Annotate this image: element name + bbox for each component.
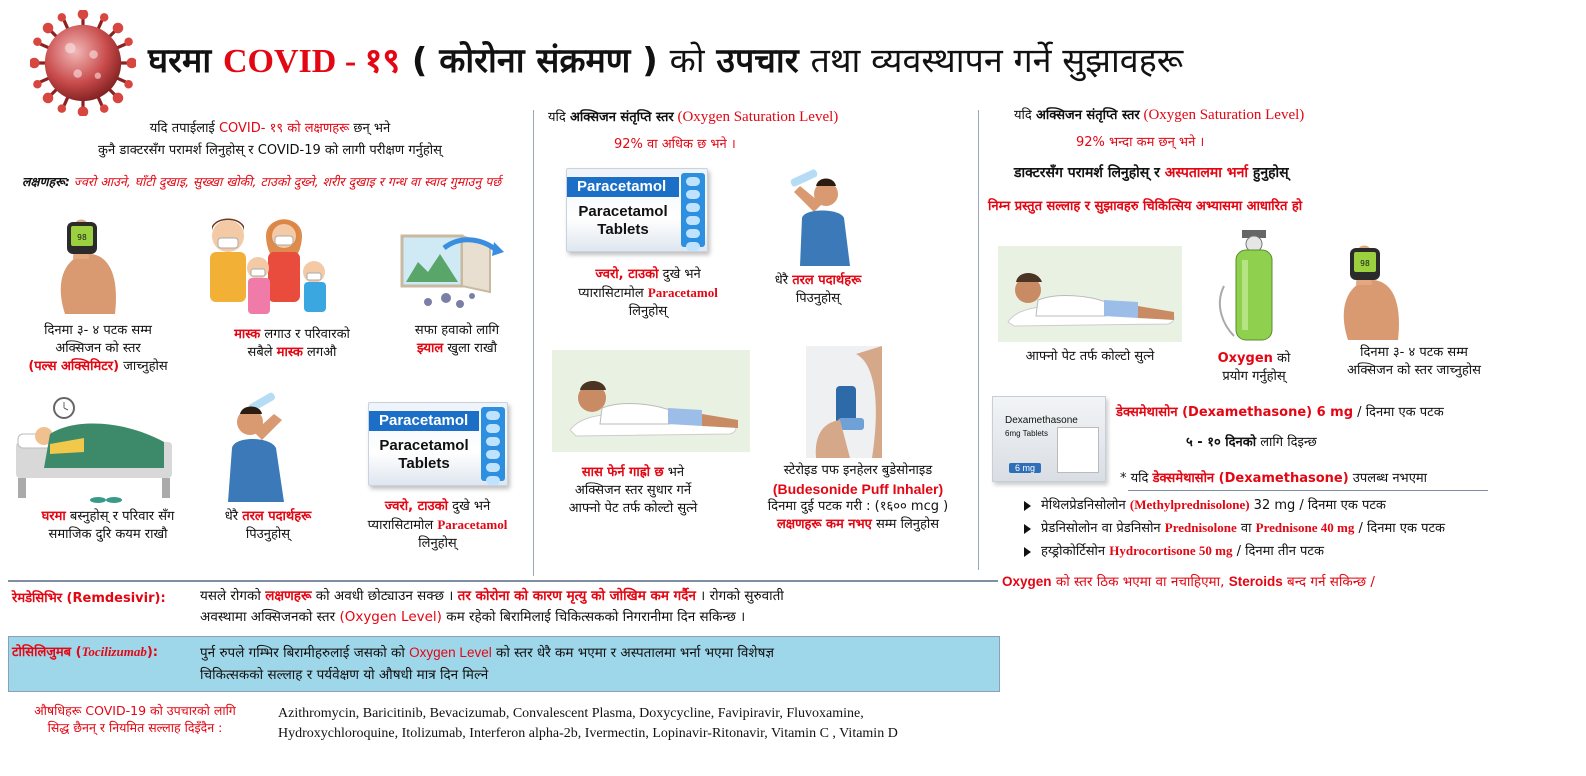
steroid-stop-note bbox=[1002, 572, 1582, 590]
breath-line1b: भने bbox=[663, 465, 685, 480]
pulse-oximeter-illustration-right bbox=[1328, 240, 1408, 340]
oxygen-caption bbox=[1194, 350, 1314, 386]
para-mid-line3: लिनुहोस् bbox=[628, 304, 668, 319]
dexa-box-dose: 6 mg bbox=[1009, 463, 1041, 473]
svg-text:98: 98 bbox=[77, 233, 87, 242]
title-part2: ( कोरोना संक्रमण ) bbox=[400, 41, 670, 81]
remdesivir-d: तर कोरोना को कारण मृत्यु को जोखिम कम गर्दैन bbox=[457, 588, 696, 604]
toci-c: को स्तर धेरै कम भएमा र अस्पतालमा भर्ना भएमा विशेषज्ञ bbox=[491, 645, 775, 661]
breath-caption bbox=[548, 464, 718, 518]
tocilizumab-label bbox=[12, 642, 202, 660]
toci-b: Oxygen Level bbox=[409, 645, 492, 660]
para-left-line1a: ज्वरो, टाउको bbox=[384, 499, 449, 514]
steroid-note-b: को स्तर ठिक भएमा वा नचाहिएमा, bbox=[1051, 574, 1229, 590]
fluid-mid-line1b: तरल पदार्थहरू bbox=[792, 273, 862, 288]
bottom-top-rule bbox=[8, 580, 998, 582]
middle-heading bbox=[548, 108, 978, 127]
prone-position-illustration-right bbox=[998, 246, 1182, 342]
steroid-2c: वा bbox=[1236, 521, 1256, 536]
left-intro-1b: COVID- १९ को लक्षणहरू bbox=[218, 121, 350, 136]
mask-line2b: मास्क bbox=[276, 345, 303, 360]
arrow-bullet-icon bbox=[1024, 501, 1031, 511]
alt-b: उपलब्ध नभएमा bbox=[1348, 471, 1428, 486]
mask-line1a: मास्क bbox=[234, 327, 261, 342]
fluid-left-line2: पिउनुहोस् bbox=[245, 527, 291, 542]
inhaler-line4b: सम्म लिनुहोस bbox=[871, 517, 940, 532]
steroid-note-a: Oxygen bbox=[1002, 574, 1052, 589]
drinking-water-illustration bbox=[214, 392, 306, 502]
para-left-line1b: दुखे भने bbox=[448, 499, 491, 514]
paracetamol-caption-middle bbox=[548, 266, 748, 321]
coronavirus-icon bbox=[30, 10, 136, 116]
toci-label-b: Tocilizumab bbox=[81, 644, 147, 659]
steroid-item-1 bbox=[1024, 496, 1584, 519]
mask-line2a: सबैले bbox=[247, 345, 277, 360]
right-heading bbox=[1014, 106, 1574, 125]
remdesivir-b: लक्षणहरू bbox=[265, 588, 312, 604]
remdesivir-2c: कम रहेको बिरामिलाई चिकित्सकको निगरानीमा दिन सकिन्छ । bbox=[441, 609, 746, 625]
tocilizumab-text bbox=[200, 642, 1000, 686]
steroid-item-2 bbox=[1024, 519, 1584, 542]
fluid-caption-left bbox=[208, 508, 328, 544]
drugs-list bbox=[278, 704, 1018, 744]
paracetamol-caption-left bbox=[345, 498, 530, 553]
remdesivir-text bbox=[200, 586, 1000, 628]
air-line1: सफा हवाको लागि bbox=[414, 323, 500, 338]
drugs-label2: सिद्ध छैनन् र नियमित सल्लाह दिइँदैन : bbox=[47, 720, 223, 735]
doctor-c: हुनुहोस् bbox=[1248, 165, 1289, 181]
steroid-3b: Hydrocortisone 50 mg bbox=[1109, 543, 1233, 558]
home-line1b: बस्नुहोस् र परिवार सँग bbox=[65, 509, 175, 524]
dexa-line2b: लागि दिइन्छ bbox=[1256, 435, 1317, 450]
column-divider-1 bbox=[533, 110, 534, 576]
steroid-2e: / दिनमा एक पटक bbox=[1354, 521, 1446, 536]
para-left-line2b: Paracetamol bbox=[437, 517, 508, 532]
breath-line1a: सास फेर्न गाह्रो छ bbox=[581, 465, 664, 480]
steroid-note-c: Steroids bbox=[1228, 574, 1283, 589]
column-divider-2 bbox=[978, 110, 979, 570]
oximeter-line2: अक्सिजन को स्तर bbox=[55, 341, 141, 356]
para-mid-line2b: Paracetamol bbox=[647, 285, 718, 300]
home-line2: समाजिक दुरि कयम राखौ bbox=[48, 527, 168, 542]
left-intro-1a: यदि तपाईलाई bbox=[149, 121, 219, 136]
home-caption bbox=[8, 508, 208, 544]
steroid-1c: 32 mg / दिनमा एक पटक bbox=[1249, 498, 1386, 513]
steroid-3c: / दिनमा तीन पटक bbox=[1232, 544, 1324, 559]
page-title bbox=[148, 36, 1183, 82]
oxi-right-line2: अक्सिजन को स्तर जाच्नुहोस bbox=[1347, 363, 1481, 378]
right-head-c: (Oxygen Saturation Level) bbox=[1139, 107, 1305, 123]
mid-head-c: (Oxygen Saturation Level) bbox=[673, 109, 839, 125]
steroid-3a: हय्ड्रोकोर्टिसोन bbox=[1041, 544, 1110, 559]
inhaler-illustration bbox=[806, 346, 882, 458]
mask-line1b: लगाउ र परिवारको bbox=[260, 327, 350, 342]
title-part3: को bbox=[669, 41, 705, 81]
toci-label-c: ): bbox=[146, 645, 158, 660]
mid-head-a: यदि bbox=[548, 110, 570, 125]
title-part4: उपचार bbox=[704, 41, 811, 81]
prone-position-illustration bbox=[552, 350, 750, 452]
oximeter-caption-right bbox=[1314, 344, 1514, 380]
steroid-item-3 bbox=[1024, 542, 1584, 565]
breath-line3: आफ्नो पेट तर्फ कोल्टो सुत्ने bbox=[568, 501, 698, 516]
inhaler-line4a: लक्षणहरू कम नभए bbox=[776, 517, 872, 532]
remdesivir-a: यसले रोगको bbox=[200, 588, 266, 604]
blister-pack-icon bbox=[1057, 427, 1099, 473]
home-line1a: घरमा bbox=[41, 509, 66, 524]
bed-rest-illustration bbox=[14, 396, 174, 506]
dexa-line2 bbox=[1186, 434, 1566, 452]
paracetamol-name-mid-line1: Paracetamol bbox=[578, 203, 668, 220]
steroid-note-d: बन्द गर्न सकिन्छ / bbox=[1282, 574, 1375, 590]
oxi-right-line1: दिनमा ३- ४ पटक सम्म bbox=[1360, 345, 1468, 360]
oxygen-cylinder-illustration bbox=[1214, 226, 1294, 346]
paracetamol-name-mid bbox=[567, 203, 679, 239]
fluid-left-line1b: तरल पदार्थहरू bbox=[242, 509, 312, 524]
blister-pack-icon bbox=[481, 407, 505, 481]
para-mid-line2a: प्यारासिटामोल bbox=[578, 286, 648, 301]
mid-head-b: अक्सिजन संतृप्ति स्तर bbox=[569, 110, 674, 125]
right-advice: निम्न प्रस्तुत सल्लाह र सुझावहरु चिकित्सिय अभ्यासमा आधारित हो bbox=[988, 199, 1303, 214]
prone-caption-right: आफ्नो पेट तर्फ कोल्टो सुत्ने bbox=[1025, 349, 1155, 364]
oximeter-line1: दिनमा ३- ४ पटक सम्म bbox=[44, 323, 152, 338]
dexa-line1a: डेक्समेथासोन (Dexamethasone) 6 mg bbox=[1116, 405, 1354, 420]
inhaler-line3: दिनमा दुई पटक गरी : (१६०० mcg ) bbox=[767, 499, 949, 514]
arrow-bullet-icon bbox=[1024, 524, 1031, 534]
paracetamol-name-line1: Paracetamol bbox=[379, 437, 469, 454]
left-intro-1c: छन् भने bbox=[349, 121, 391, 136]
right-head-b: अक्सिजन संतृप्ति स्तर bbox=[1035, 108, 1140, 123]
dexa-box-sub: 6mg Tablets bbox=[1005, 429, 1048, 438]
inhaler-line2: (Budesonide Puff Inhaler) bbox=[772, 481, 944, 497]
mask-line2c: लगऔ bbox=[302, 345, 337, 360]
breath-line2: अक्सिजन स्तर सुधार गर्ने bbox=[574, 483, 692, 498]
oxygen-line1b: को bbox=[1272, 351, 1291, 366]
drugs-line2: Hydroxychloroquine, Itolizumab, Interferon alpha-2b, Ivermectin, Lopinavir-Ritonavir, Vitamin C , Vitamin D bbox=[278, 726, 898, 741]
fluid-left-line1a: धेरै bbox=[224, 509, 243, 524]
dexa-line2a: ५ - १० दिनको bbox=[1186, 435, 1257, 450]
toci-line2: चिकित्सकको सल्लाह र पर्यवेक्षण यो औषधी मात्र दिन मिल्ने bbox=[200, 667, 489, 683]
steroid-2d: Prednisone 40 mg bbox=[1255, 520, 1355, 535]
paracetamol-box-middle bbox=[566, 168, 708, 252]
fluid-mid-line2: पिउनुहोस् bbox=[795, 291, 841, 306]
left-intro-line2: कुनै डाक्टरसँग परामर्श लिनुहोस् र COVID-19 को लागी परीक्षण गर्नुहोस् bbox=[98, 143, 442, 158]
toci-a: पुर्न रुपले गम्भिर बिरामीहरुलाई जसको को bbox=[200, 645, 410, 661]
remdesivir-label: रेमडेसिभिर (Remdesivir): bbox=[12, 591, 166, 606]
title-part5: तथा व्यवस्थापन गर्ने सुझावहरू bbox=[810, 41, 1184, 81]
right-doctor-line bbox=[1014, 163, 1574, 182]
alt-a: डेक्समेथासोन (Dexamethasone) bbox=[1152, 471, 1349, 486]
family-mask-illustration bbox=[188, 212, 338, 320]
dexa-alternative bbox=[1120, 470, 1560, 488]
air-line2a: झ्याल bbox=[417, 341, 444, 356]
dexa-line1b: / दिनमा एक पटक bbox=[1353, 405, 1444, 420]
para-left-line3: लिनुहोस् bbox=[418, 536, 457, 551]
toci-label-a: टोसिलिजुमब ( bbox=[12, 645, 82, 660]
inhaler-line1: स्टेरोइड पफ इनहेलर बुडेसोनाइड bbox=[783, 463, 933, 478]
drinking-water-illustration-middle bbox=[770, 166, 862, 266]
dexa-underline bbox=[1128, 490, 1488, 491]
steroid-1b: (Methylprednisolone) bbox=[1129, 497, 1250, 512]
title-covid: COVID - १९ bbox=[222, 43, 401, 80]
oxygen-line1a: Oxygen bbox=[1217, 351, 1273, 366]
middle-subheading: 92% वा अधिक छ भने । bbox=[614, 137, 736, 152]
mask-caption bbox=[192, 326, 392, 362]
dexa-line1 bbox=[1116, 404, 1576, 422]
para-mid-line1a: ज्वरो, टाउको bbox=[595, 267, 659, 282]
symptoms-label: लक्षणहरू: bbox=[22, 174, 70, 189]
air-line2b: खुला राखौ bbox=[443, 341, 497, 356]
remdesivir-e: । रोगको सुरुवाती bbox=[695, 588, 784, 604]
steroid-1a: मेथिलप्रेडनिसोलोन bbox=[1041, 498, 1130, 513]
oximeter-line3b: जाच्नुहोस bbox=[119, 359, 168, 374]
paracetamol-name-mid-line2: Tablets bbox=[597, 221, 649, 238]
oxygen-line2: प्रयोग गर्नुहोस् bbox=[1222, 369, 1286, 384]
remdesivir-c: को अवधी छोट्याउन सक्छ । bbox=[311, 588, 458, 604]
arrow-bullet-icon bbox=[1024, 547, 1031, 557]
open-window-illustration bbox=[398, 226, 508, 310]
left-intro-line1 bbox=[20, 120, 520, 138]
right-head-a: यदि bbox=[1014, 108, 1036, 123]
symptoms-text: ज्वरो आउने, घाँटी दुखाइ, सुख्खा खोकी, टाउको दुख्ने, शरीर दुखाइ र गन्ध वा स्वाद गुमाउनु पर्छ bbox=[69, 174, 502, 189]
dexamethasone-box bbox=[992, 396, 1106, 482]
paracetamol-band-mid: Paracetamol bbox=[567, 177, 679, 197]
right-subheading: 92% भन्दा कम छन् भने । bbox=[1076, 135, 1205, 150]
remdesivir-2a: अवस्थामा अक्सिजनको स्तर bbox=[200, 609, 340, 625]
blister-pack-icon bbox=[681, 173, 705, 247]
oximeter-caption bbox=[8, 322, 188, 376]
alt-star: * यदि bbox=[1120, 471, 1153, 486]
doctor-a: डाक्टरसँग परामर्श लिनुहोस् र bbox=[1014, 165, 1165, 181]
paracetamol-band: Paracetamol bbox=[369, 411, 479, 431]
para-left-line2a: प्यारासिटामोल bbox=[367, 518, 438, 533]
fluid-caption-middle bbox=[758, 272, 878, 308]
drugs-label1: औषधिहरू COVID-19 को उपचारको लागि bbox=[34, 703, 236, 718]
pulse-oximeter-illustration bbox=[45, 214, 125, 314]
title-part1: घरमा bbox=[148, 41, 223, 81]
paracetamol-box-left bbox=[368, 402, 508, 486]
drugs-line1: Azithromycin, Baricitinib, Bevacizumab, Convalescent Plasma, Doxycycline, Favipiravir, Fluvoxamine, bbox=[278, 706, 864, 721]
steroid-list bbox=[1024, 496, 1584, 565]
paracetamol-name bbox=[369, 437, 479, 473]
oximeter-line3a: (पल्स अक्सिमिटर) bbox=[28, 359, 120, 374]
inhaler-caption bbox=[740, 462, 976, 534]
steroid-2a: प्रेडनिसोलोन वा प्रेडनिसोन bbox=[1041, 521, 1165, 536]
drugs-label bbox=[10, 702, 260, 736]
remdesivir-2b: (Oxygen Level) bbox=[339, 609, 442, 625]
symptoms bbox=[22, 173, 522, 190]
paracetamol-name-line2: Tablets bbox=[398, 455, 450, 472]
air-caption bbox=[382, 322, 532, 358]
svg-text:98: 98 bbox=[1360, 259, 1370, 268]
steroid-2b: Prednisolone bbox=[1164, 520, 1237, 535]
doctor-b: अस्पतालमा भर्ना bbox=[1164, 165, 1249, 181]
dexa-box-name: Dexamethasone bbox=[1005, 415, 1078, 426]
fluid-mid-line1a: धेरै bbox=[774, 273, 793, 288]
para-mid-line1b: दुखे भने bbox=[658, 267, 701, 282]
